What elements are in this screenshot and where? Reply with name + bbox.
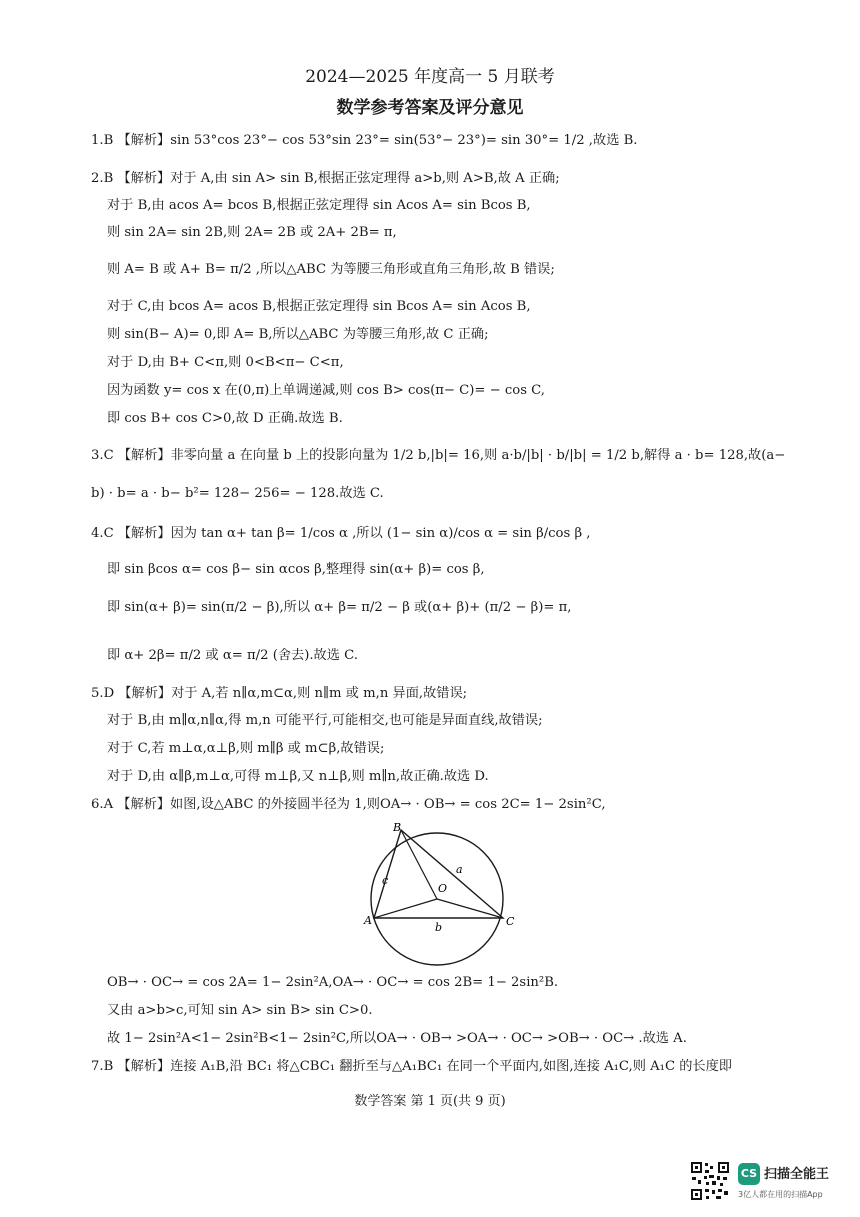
answer-line-5: 则 A= B 或 A+ B= π/2 ,所以△ABC 为等腰三角形或直角三角形,故 B 错误; [107, 262, 555, 277]
answer-line-18: 对于 B,由 m∥α,n∥α,得 m,n 可能平行,可能相交,也可能是异面直线,故错误; [107, 713, 543, 728]
qr-code-icon [690, 1161, 730, 1201]
answer-line-10: 即 cos B+ cos C>0,故 D 正确.故选 B. [107, 411, 343, 426]
answer-line-20: 对于 D,由 α∥β,m⊥α,可得 m⊥β,又 n⊥β,则 m∥n,故正确.故选 D. [107, 769, 489, 784]
answer-line-3: 对于 B,由 acos A= bcos B,根据正弦定理得 sin Acos A= sin Bcos B, [107, 198, 531, 213]
scanner-logo: CS [738, 1163, 760, 1185]
answer-line-13: 4.C 【解析】因为 tan α+ tan β= 1/cos α ,所以 (1− sin α)/cos α = sin β/cos β , [91, 526, 591, 541]
label-a: a [456, 863, 463, 876]
scanner-slogan: 3亿人都在用的扫描App [738, 1190, 823, 1199]
answer-line-4: 则 sin 2A= sin 2B,则 2A= 2B 或 2A+ 2B= π, [107, 225, 397, 240]
answer-line-22: OB→ · OC→ = cos 2A= 1− 2sin²A,OA→ · OC→ = cos 2B= 1− 2sin²B. [107, 975, 559, 990]
answer-line-8: 对于 D,由 B+ C<π,则 0<B<π− C<π, [107, 355, 344, 370]
answer-line-14: 即 sin βcos α= cos β− sin αcos β,整理得 sin(α+ β)= cos β, [107, 562, 485, 577]
answer-line-6: 对于 C,由 bcos A= acos B,根据正弦定理得 sin Bcos A= sin Acos B, [107, 299, 531, 314]
answer-line-16: 即 α+ 2β= π/2 或 α= π/2 (舍去).故选 C. [107, 648, 358, 663]
label-O: O [438, 882, 448, 895]
answer-line-21: 6.A 【解析】如图,设△ABC 的外接圆半径为 1,则OA→ · OB→ = cos 2C= 1− 2sin²C, [91, 797, 606, 812]
answer-line-17: 5.D 【解析】对于 A,若 n∥α,m⊂α,则 n∥m 或 m,n 异面,故错误; [91, 686, 468, 701]
doc-subtitle: 数学参考答案及评分意见 [336, 98, 524, 118]
label-B: B [393, 821, 402, 834]
answer-line-11: 3.C 【解析】非零向量 a 在向量 b 上的投影向量为 1/2 b,|b|= 16,则 a·b/|b| · b/|b| = 1/2 b,解得 a · b= 128,故(a− [91, 448, 786, 463]
label-b: b [435, 921, 443, 934]
answer-line-19: 对于 C,若 m⊥α,α⊥β,则 m∥β 或 m⊂β,故错误; [107, 741, 385, 756]
answer-line-1: 1.B 【解析】sin 53°cos 23°− cos 53°sin 23°= sin(53°− 23°)= sin 30°= 1/2 ,故选 B. [91, 133, 638, 148]
answer-line-7: 则 sin(B− A)= 0,即 A= B,所以△ABC 为等腰三角形,故 C 正确; [107, 327, 489, 342]
answer-line-25: 7.B 【解析】连接 A₁B,沿 BC₁ 将△CBC₁ 翻折至与△A₁BC₁ 在同一个平面内,如图,连接 A₁C,则 A₁C 的长度即 [91, 1059, 732, 1074]
doc-title: 2024—2025 年度高一 5 月联考 [305, 67, 555, 87]
label-c: c [382, 874, 389, 887]
answer-line-2: 2.B 【解析】对于 A,由 sin A> sin B,根据正弦定理得 a>b,则 A>B,故 A 正确; [91, 171, 560, 186]
answer-line-12: b) · b= a · b− b²= 128− 256= − 128.故选 C. [91, 486, 384, 501]
circumcircle-figure [360, 818, 520, 968]
answer-line-15: 即 sin(α+ β)= sin(π/2 − β),所以 α+ β= π/2 − β 或(α+ β)+ (π/2 − β)= π, [107, 600, 572, 615]
page-footer: 数学答案 第 1 页(共 9 页) [354, 1094, 506, 1109]
scanner-brand: 扫描全能王 [764, 1167, 830, 1182]
answer-line-9: 因为函数 y= cos x 在(0,π)上单调递减,则 cos B> cos(π− C)= − cos C, [107, 383, 545, 398]
answer-line-23: 又由 a>b>c,可知 sin A> sin B> sin C>0. [107, 1003, 373, 1018]
label-C: C [506, 915, 515, 928]
label-A: A [364, 914, 372, 927]
scanner-stamp [690, 1161, 850, 1203]
answer-line-24: 故 1− 2sin²A<1− 2sin²B<1− 2sin²C,所以OA→ · OB→ >OA→ · OC→ >OB→ · OC→ .故选 A. [107, 1031, 687, 1046]
